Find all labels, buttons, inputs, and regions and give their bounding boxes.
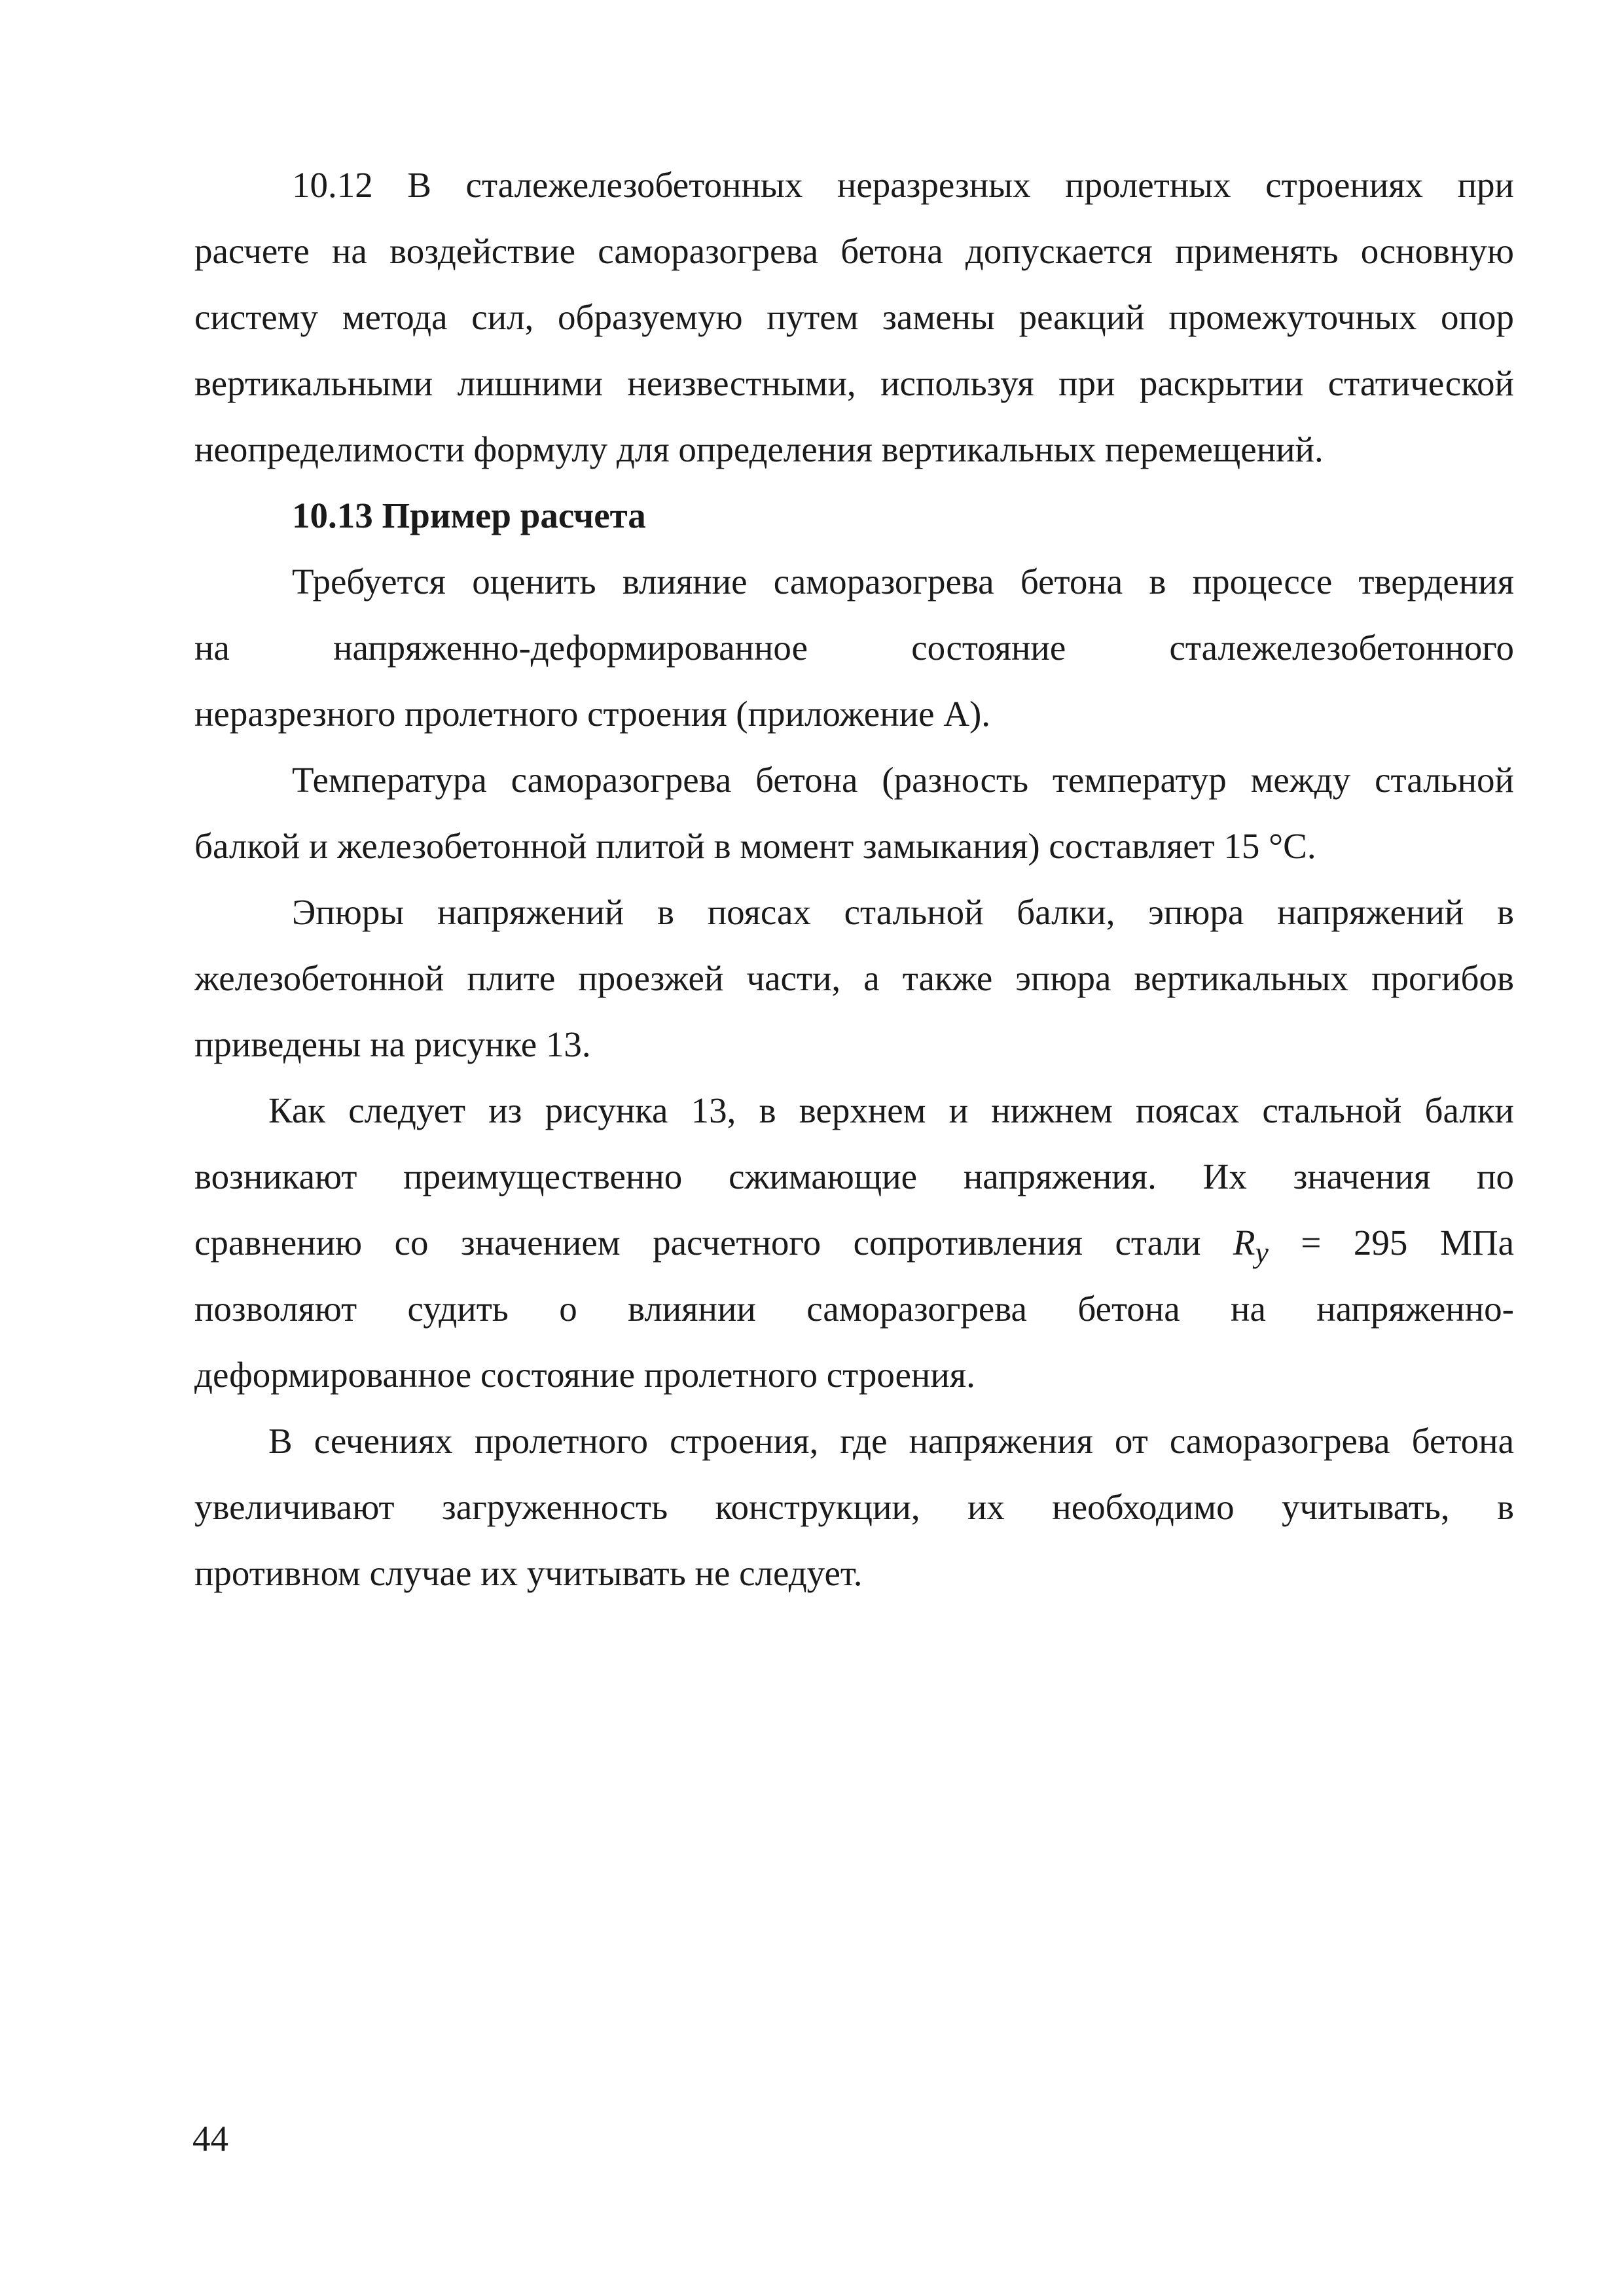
diagrams-paragraph-line-2: железобетонной плите проезжей части, а также эпюра вертикальных прогибов	[194, 958, 1514, 998]
diagrams-paragraph-line-1: Эпюры напряжений в поясах стальной балки, эпюра напряжений в	[292, 892, 1514, 932]
conclusion-paragraph-line-5: деформированное состояние пролетного строения.	[194, 1355, 975, 1395]
page-body	[194, 152, 1514, 1606]
temperature-paragraph-line-1: Температура саморазогрева бетона (разность температур между стальной	[292, 760, 1514, 800]
paragraph-10-12-line-5: неопределимости формулу для определения вертикальных перемещений.	[194, 429, 1324, 469]
temperature-paragraph-line-2: балкой и железобетонной плитой в момент замыкания) составляет 15 °С.	[194, 826, 1316, 866]
conclusion-paragraph-line-1: Как следует из рисунка 13, в верхнем и нижнем поясах стальной балки	[268, 1090, 1514, 1130]
task-paragraph-line-2: на напряженно-деформированное состояние сталежелезобетонного	[194, 628, 1514, 668]
diagrams-paragraph-line-3: приведены на рисунке 13.	[194, 1024, 591, 1064]
paragraph-10-12-line-3: систему метода сил, образуемую путем замены реакций промежуточных опор	[194, 297, 1514, 337]
sections-paragraph-line-2: увеличивают загруженность конструкции, их необходимо учитывать, в	[194, 1487, 1514, 1527]
conclusion-paragraph-line-4: позволяют судить о влиянии саморазогрева бетона на напряженно-	[194, 1289, 1514, 1329]
paragraph-10-12-line-4: вертикальными лишними неизвестными, используя при раскрытии статической	[194, 363, 1514, 403]
conclusion-paragraph-line-3	[194, 1210, 1514, 1276]
sections-paragraph-line-1: В сечениях пролетного строения, где напряжения от саморазогрева бетона	[268, 1421, 1514, 1461]
paragraph-10-12-line-1: 10.12 В сталежелезобетонных неразрезных пролетных строениях при	[292, 165, 1514, 205]
resistance-symbol-subscript: y	[1255, 1236, 1269, 1269]
sections-paragraph-line-3: противном случае их учитывать не следует.	[194, 1553, 863, 1593]
design-resistance-symbol	[1233, 1223, 1269, 1269]
design-resistance-value: = 295 МПа	[1301, 1223, 1514, 1263]
conclusion-paragraph-line-2: возникают преимущественно сжимающие напряжения. Их значения по	[194, 1157, 1514, 1196]
page-number: 44	[192, 2119, 228, 2159]
section-heading: 10.13 Пример расчета	[292, 495, 646, 535]
task-paragraph-line-1: Требуется оценить влияние саморазогрева бетона в процессе твердения	[292, 562, 1514, 601]
paragraph-10-12-line-2: расчете на воздействие саморазогрева бетона допускается применять основную	[194, 231, 1514, 271]
task-paragraph-line-3: неразрезного пролетного строения (приложение А).	[194, 694, 991, 734]
resistance-symbol-r: R	[1233, 1223, 1255, 1263]
conclusion-line-3-text: сравнению со значением расчетного сопротивления стали	[194, 1223, 1201, 1263]
